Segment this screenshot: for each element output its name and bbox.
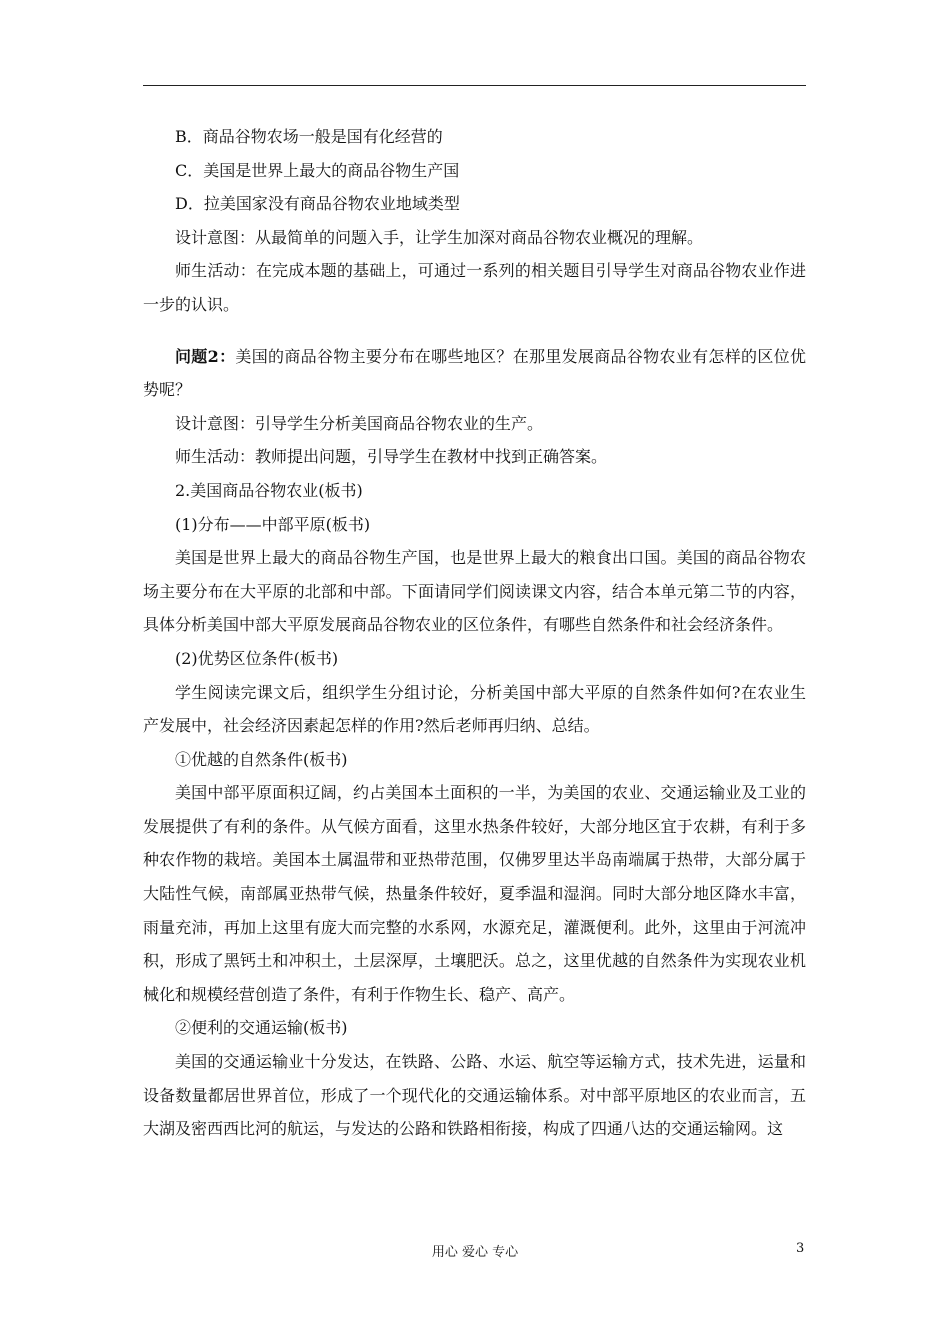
- footer-motto: 用心 爱心 专心: [431, 1245, 519, 1260]
- design-intent-paragraph: 设计意图：从最简单的问题入手，让学生加深对商品谷物农业概况的理解。: [175, 227, 704, 247]
- teacher-student-activity-paragraph: 师生活动：在完成本题的基础上，可通过一系列的相关题目引导学生对商品谷物农业作进一步的认识。: [143, 261, 806, 314]
- design-intent-paragraph-2: 设计意图：引导学生分析美国商品谷物农业的生产。: [175, 413, 544, 433]
- question-2-paragraph: [143, 340, 806, 407]
- question-2-label: 问题2：: [175, 346, 236, 366]
- document-body: [143, 120, 806, 1146]
- natural-conditions-paragraph: 美国中部平原面积辽阔，约占美国本土面积的一半，为美国的农业、交通运输业及工业的发展提供了有利的条件。从气候方面看，这里水热条件较好，大部分地区宜于农耕，有利于多种农作物的栽培。美国本土属温带和亚热带范围，仅佛罗里达半岛南端属于热带，大部分属于大陆性气候，南部属亚热带气候，热量条件较好，夏季温和湿润。同时大部分地区降水丰富，雨量充沛，再加上这里有庞大而完整的水系网，水源充足，灌溉便利。此外，这里由于河流冲积，形成了黑钙土和冲积土，土层深厚，土壤肥沃。总之，这里优越的自然条件为实现农业机械化和规模经营创造了条件，有利于作物生长、稳产、高产。: [143, 783, 806, 1004]
- subheading-distribution: (1)分布——中部平原(板书): [175, 514, 371, 534]
- option-d: D．拉美国家没有商品谷物农业地域类型: [175, 194, 460, 214]
- teacher-student-activity-paragraph-2: 师生活动：教师提出问题，引导学生在教材中找到正确答案。: [175, 447, 608, 467]
- distribution-paragraph: 美国是世界上最大的商品谷物生产国，也是世界上最大的粮食出口国。美国的商品谷物农场主要分布在大平原的北部和中部。下面请同学们阅读课文内容，结合本单元第二节的内容，具体分析美国中部大平原发展商品谷物农业的区位条件，有哪些自然条件和社会经济条件。: [143, 548, 806, 635]
- subheading-transportation: ②便利的交通运输(板书): [175, 1018, 348, 1038]
- option-b: B．商品谷物农场一般是国有化经营的: [175, 127, 443, 146]
- header-rule: [143, 85, 806, 86]
- transportation-paragraph: 美国的交通运输业十分发达，在铁路、公路、水运、航空等运输方式，技术先进，运量和设备数量都居世界首位，形成了一个现代化的交通运输体系。对中部平原地区的农业而言，五大湖及密西西比河的航运，与发达的公路和铁路相衔接，构成了四通八达的交通运输网。这: [143, 1052, 806, 1139]
- subheading-natural-conditions: ①优越的自然条件(板书): [175, 749, 348, 769]
- subheading-location-advantages: (2)优势区位条件(板书): [175, 648, 339, 668]
- discussion-paragraph: 学生阅读完课文后，组织学生分组讨论，分析美国中部大平原的自然条件如何?在农业生产发展中，社会经济因素起怎样的作用?然后老师再归纳、总结。: [143, 682, 806, 736]
- option-c: C．美国是世界上最大的商品谷物生产国: [175, 160, 460, 180]
- section-heading-2: 2.美国商品谷物农业(板书): [175, 480, 363, 500]
- question-2-text: 美国的商品谷物主要分布在哪些地区？在那里发展商品谷物农业有怎样的区位优势呢？: [143, 346, 806, 400]
- page-number: 3: [796, 1241, 805, 1256]
